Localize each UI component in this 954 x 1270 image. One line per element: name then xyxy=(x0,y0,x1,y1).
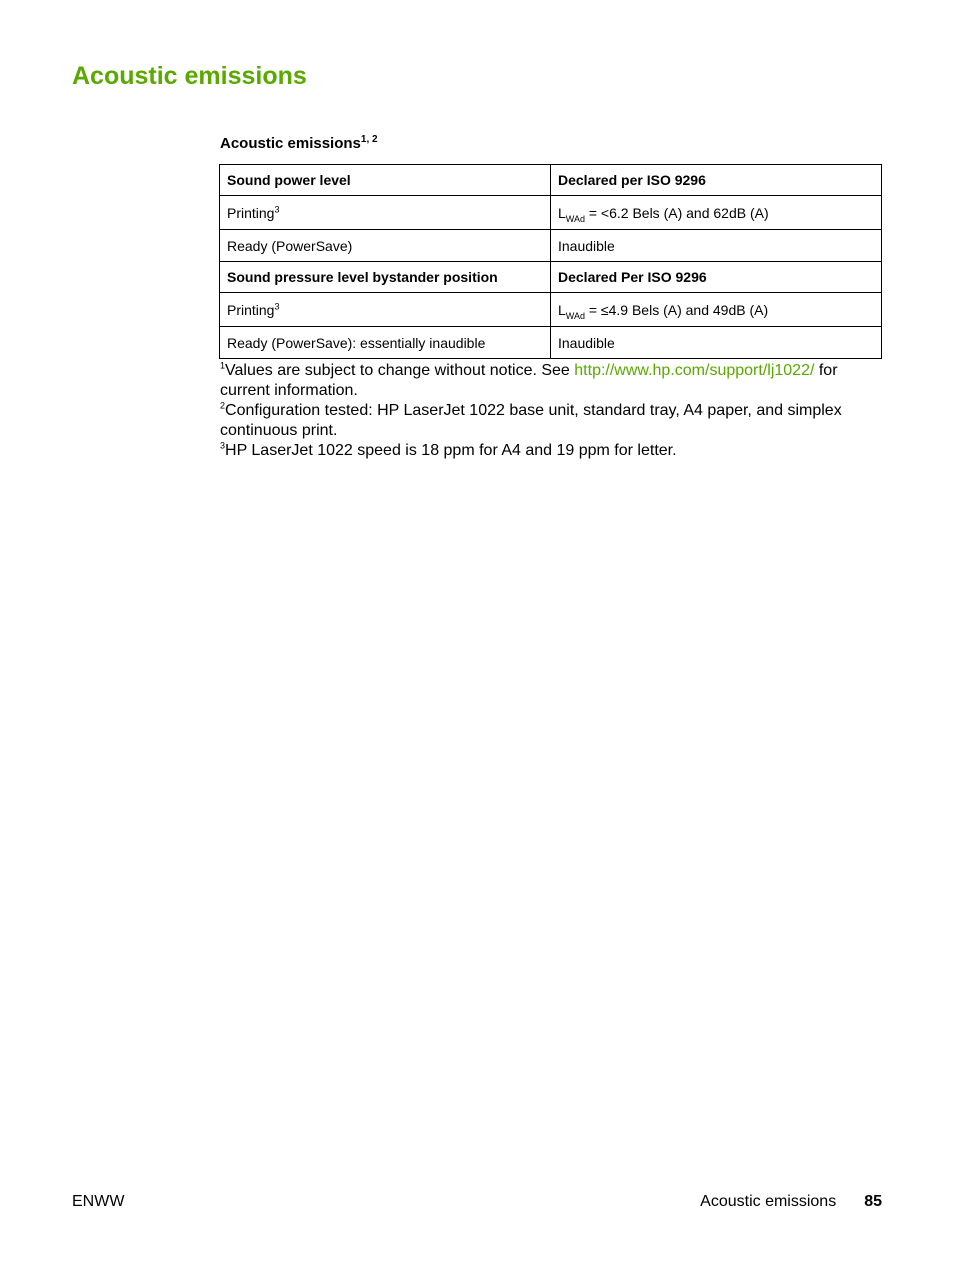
row-value-cell xyxy=(551,196,882,230)
footnote-number: 2 xyxy=(220,400,226,411)
table-header-row xyxy=(220,165,882,196)
footnote-number: 3 xyxy=(220,440,226,451)
footnote-ref: 3 xyxy=(274,300,280,311)
table-row xyxy=(220,196,882,230)
value-prefix: L xyxy=(558,204,566,221)
footnote xyxy=(220,441,860,461)
row-label-cell xyxy=(220,196,551,230)
footnote-ref: 3 xyxy=(274,203,280,214)
row-value-cell: Inaudible xyxy=(551,327,882,359)
row-label: Printing xyxy=(227,301,275,318)
header-cell: Sound power level xyxy=(220,165,551,196)
row-value-cell: Inaudible xyxy=(551,230,882,262)
footnote-text: Values are subject to change without notice. See xyxy=(225,362,575,379)
footer-right xyxy=(700,1193,882,1211)
acoustic-emissions-table xyxy=(219,164,882,359)
table-row xyxy=(220,327,882,359)
footnote-text: Configuration tested: HP LaserJet 1022 base unit, standard tray, A4 paper, and simplex continuous print. xyxy=(220,402,842,439)
support-link[interactable]: http://www.hp.com/support/lj1022/ xyxy=(574,362,815,379)
row-label-cell xyxy=(220,293,551,327)
footnote xyxy=(220,361,860,400)
page-title: Acoustic emissions xyxy=(72,62,307,90)
value-subscript: WAd xyxy=(565,310,585,321)
row-label-cell: Ready (PowerSave) xyxy=(220,230,551,262)
row-value-cell xyxy=(551,293,882,327)
page-number: 85 xyxy=(864,1193,882,1210)
header-cell: Declared per ISO 9296 xyxy=(551,165,882,196)
header-cell: Declared Per ISO 9296 xyxy=(551,262,882,293)
header-cell: Sound pressure level bystander position xyxy=(220,262,551,293)
row-label-cell: Ready (PowerSave): essentially inaudible xyxy=(220,327,551,359)
value-prefix: L xyxy=(558,301,566,318)
footnote-number: 1 xyxy=(220,360,226,371)
table-caption-footnote-ref: 1, 2 xyxy=(360,134,378,145)
table-row xyxy=(220,293,882,327)
table-header-row xyxy=(220,262,882,293)
table-caption xyxy=(220,135,378,152)
footnote xyxy=(220,401,860,440)
table-row xyxy=(220,230,882,262)
footnote-text: for current information. xyxy=(220,362,838,399)
footnote-text: HP LaserJet 1022 speed is 18 ppm for A4 and 19 ppm for letter. xyxy=(225,442,677,459)
table-caption-text: Acoustic emissions xyxy=(220,135,361,152)
footnotes xyxy=(220,361,860,462)
row-value: = ≤4.9 Bels (A) and 49dB (A) xyxy=(584,301,769,318)
row-value: = <6.2 Bels (A) and 62dB (A) xyxy=(584,204,769,221)
value-subscript: WAd xyxy=(565,213,585,224)
footer-left-label: ENWW xyxy=(72,1193,125,1210)
row-label: Printing xyxy=(227,204,275,221)
footer-section-title: Acoustic emissions xyxy=(700,1193,837,1210)
